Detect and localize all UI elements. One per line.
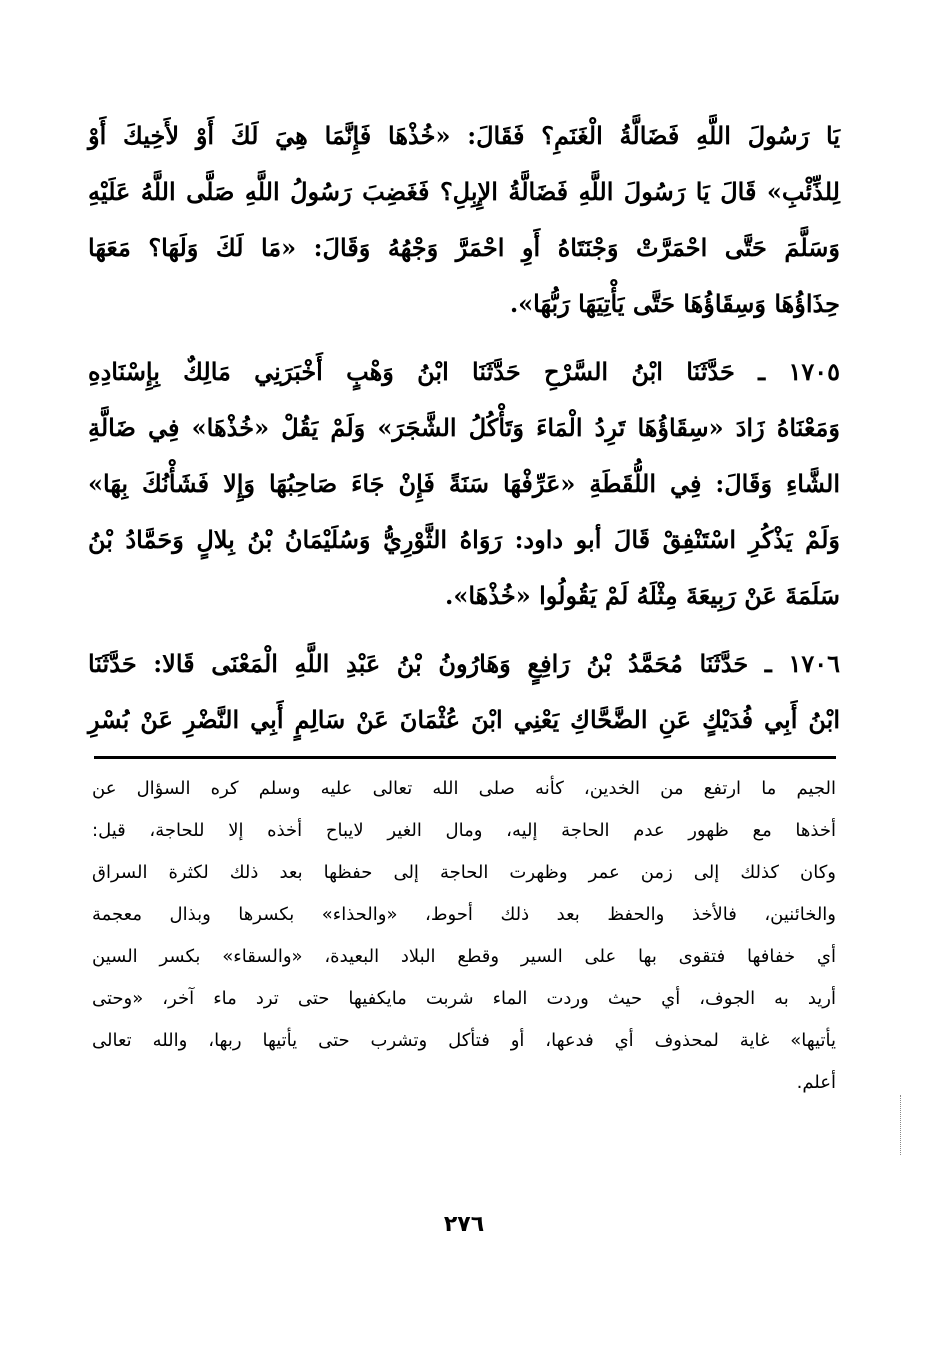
- text-line: الشَّاءِ وَقَالَ: فِي اللُّقَطَةِ «عَرِّفْهَا سَنَةً فَإِنْ جَاءَ صَاحِبُهَا وَإِلا فَشَأْنُكَ بِهَا»: [88, 469, 840, 498]
- paragraph-gap: [88, 332, 840, 344]
- footnote-line: أي خفافها فتقوى بها على السير وقطع البلاد البعيدة، «والسقاء» بكسر السين: [92, 946, 836, 967]
- text-line: ١٧٠٦ ـ حَدَّثَنَا مُحَمَّدُ بْنُ رَافِعٍ وَهَارُونُ بْنُ عَبْدِ اللَّهِ الْمَعْنَى قَالا: حَدَّثَنَا: [88, 649, 840, 678]
- footnote-line: الجيم ما ارتفع من الخدين، كأنه صلى الله تعالى عليه وسلم كره السؤال عن: [92, 778, 836, 799]
- text-line: ١٧٠٥ ـ حَدَّثَنَا ابْنُ السَّرْحِ حَدَّثَنَا ابْنُ وَهْبٍ أَخْبَرَنِي مَالِكٌ بِإِسْنَادِهِ: [88, 357, 840, 386]
- page-number: ٢٧٦: [443, 1212, 485, 1237]
- footnote-divider: [94, 756, 836, 759]
- footnote-line: والخائنين، فالأخذ والحفظ بعد ذلك أحوط، «والحذاء» بكسرها وبذال معجمة: [92, 904, 836, 925]
- text-line: وَسَلَّمَ حَتَّى احْمَرَّتْ وَجْنَتَاهُ أَوِ احْمَرَّ وَجْهُهُ وَقَالَ: «مَا لَكَ وَلَهَا؟ مَعَهَا: [88, 233, 840, 262]
- margin-scan-marks: [900, 1095, 903, 1155]
- footnote-line: أريد به الجوف، أي حيث وردت الماء شربت مايكفيها حتى ترد ماء آخر، «وحتى: [92, 988, 836, 1009]
- hadith-text: [88, 108, 840, 748]
- footnote-line: أخذها مع ظهور عدم الحاجة إليه، ومال الغير لايباح أخذه إلا للحاجة، قيل:: [92, 820, 836, 841]
- text-line: حِذَاؤُهَا وَسِقَاؤُهَا حَتَّى يَأْتِيَهَا رَبُّهَا».: [509, 289, 840, 318]
- paragraph-gap: [88, 624, 840, 636]
- text-line: سَلَمَةَ عَنْ رَبِيعَةَ مِثْلَهُ لَمْ يَقُولُوا «خُذْهَا».: [444, 581, 840, 610]
- text-line: وَلَمْ يَذْكُرِ اسْتَنْفِقْ قَالَ أبو داود: رَوَاهُ الثَّوْرِيُّ وَسُلَيْمَانُ بْنُ بِلالٍ وَحَمَّادُ بْنُ: [88, 525, 840, 554]
- text-line: لِلذِّئْبِ» قَالَ يَا رَسُولَ اللَّهِ فَضَالَّةُ الإِبِلِ؟ فَغَضِبَ رَسُولُ اللَّهِ صَلَّى اللَّهُ عَلَيْهِ: [88, 177, 840, 206]
- footnote-line: أعلم.: [796, 1072, 836, 1093]
- footnote-line: يأتيها» غاية لمحذوف أي فدعها، أو فتأكل وتشرب حتى يأتيها ربها، والله تعالى: [92, 1030, 836, 1051]
- text-line: وَمَعْنَاهُ زَادَ «سِقَاؤُهَا تَرِدُ الْمَاءَ وَتَأْكُلُ الشَّجَرَ» وَلَمْ يَقُلْ «خُذْهَا» فِي ضَالَّةِ: [88, 413, 840, 442]
- footnote-commentary: [92, 768, 836, 1104]
- text-line: ابْنُ أَبِي فُدَيْكٍ عَنِ الضَّحَّاكِ يَعْنِي ابْنَ عُثْمَانَ عَنْ سَالِمٍ أَبِي النَّضْرِ عَنْ بُسْرِ: [88, 705, 840, 734]
- text-line: يَا رَسُولَ اللَّهِ فَضَالَّةُ الْغَنَمِ؟ فَقَالَ: «خُذْهَا فَإِنَّمَا هِيَ لَكَ أَوْ لأَخِيكَ أَوْ: [88, 121, 840, 150]
- footnote-line: وكان كذلك إلى زمن عمر وظهرت الحاجة إلى حفظها بعد ذلك لكثرة السراق: [92, 862, 836, 883]
